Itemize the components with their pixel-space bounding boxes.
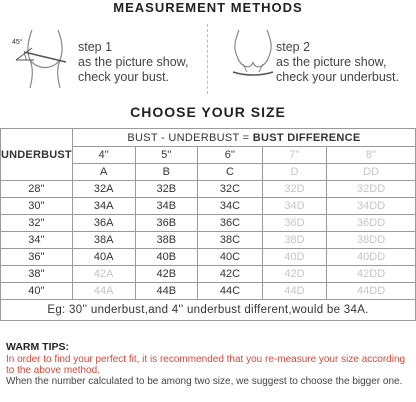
size-cell: 32B xyxy=(135,181,198,198)
step2-block xyxy=(210,26,416,88)
size-cell: 44B xyxy=(135,283,198,300)
underbust-value: 28'' xyxy=(1,181,73,198)
diff-header: 7'' xyxy=(262,147,327,164)
bust-measurement-illustration xyxy=(10,26,80,88)
steps-divider xyxy=(207,24,208,94)
table-row xyxy=(1,266,416,283)
table-row xyxy=(1,181,416,198)
size-cell: 38C xyxy=(198,232,263,249)
size-cell: 44DD xyxy=(327,283,416,300)
size-cell: 36DD xyxy=(327,215,416,232)
underbust-value: 30'' xyxy=(1,198,73,215)
size-cell: 42DD xyxy=(327,266,416,283)
size-cell: 34B xyxy=(135,198,198,215)
warm-tips-title: WARM TIPS: xyxy=(6,341,69,353)
size-cell: 40D xyxy=(262,249,327,266)
diff-header: 6'' xyxy=(198,147,263,164)
size-cell: 36C xyxy=(198,215,263,232)
angle-label: 45° xyxy=(12,39,23,46)
example-note: Eg: 30'' underbust,and 4'' underbust different,would be 34A. xyxy=(1,300,416,321)
step1-heading: step 1 xyxy=(78,40,113,54)
underbust-value: 36'' xyxy=(1,249,73,266)
formula-bold: BUST DIFFERENCE xyxy=(252,131,361,144)
size-cell: 38B xyxy=(135,232,198,249)
size-cell: 36D xyxy=(262,215,327,232)
size-cell: 42B xyxy=(135,266,198,283)
underbust-value: 34'' xyxy=(1,232,73,249)
cup-header: B xyxy=(135,164,198,181)
step2-text xyxy=(276,40,399,85)
size-cell: 32DD xyxy=(327,181,416,198)
underbust-value: 38'' xyxy=(1,266,73,283)
size-rows xyxy=(1,181,416,300)
size-cell: 42D xyxy=(262,266,327,283)
step2-line3: check your underbust. xyxy=(276,70,399,84)
diff-header: 5'' xyxy=(135,147,198,164)
diff-header: 4'' xyxy=(72,147,135,164)
underbust-value: 40'' xyxy=(1,283,73,300)
step1-line2: as the picture show, xyxy=(78,55,189,69)
size-cell: 38DD xyxy=(327,232,416,249)
size-cell: 36A xyxy=(72,215,135,232)
cup-header: D xyxy=(262,164,327,181)
diff-header: 8'' xyxy=(327,147,416,164)
warm-tips-red-text: In order to find your perfect fit, it is recommended that you re-measure your size according to the above method. xyxy=(6,354,406,376)
step2-heading: step 2 xyxy=(276,40,311,54)
step1-line3: check your bust. xyxy=(78,70,170,84)
underbust-value: 32'' xyxy=(1,215,73,232)
size-cell: 32C xyxy=(198,181,263,198)
size-cell: 44D xyxy=(262,283,327,300)
size-cell: 40A xyxy=(72,249,135,266)
size-cell: 40DD xyxy=(327,249,416,266)
size-cell: 40C xyxy=(198,249,263,266)
warm-tips xyxy=(6,342,410,387)
table-row xyxy=(1,215,416,232)
size-cell: 44C xyxy=(198,283,263,300)
choose-size-title: CHOOSE YOUR SIZE xyxy=(130,104,286,120)
size-chart-table xyxy=(0,128,416,321)
table-row xyxy=(1,249,416,266)
step2-line2: as the picture show, xyxy=(276,55,387,69)
warm-tips-black-text: When the number calculated to be among two size, we suggest to choose the bigger one. xyxy=(6,376,403,387)
size-cell: 34C xyxy=(198,198,263,215)
formula-prefix: BUST - UNDERBUST = xyxy=(127,131,253,144)
underbust-header: UNDERBUST xyxy=(1,129,73,181)
bust-difference-formula xyxy=(72,129,415,147)
step1-text xyxy=(78,40,188,85)
size-cell: 38A xyxy=(72,232,135,249)
step1-block xyxy=(0,26,205,88)
size-cell: 42A xyxy=(72,266,135,283)
measurement-methods-title: MEASUREMENT METHODS xyxy=(113,0,303,15)
size-cell: 32A xyxy=(72,181,135,198)
size-cell: 34A xyxy=(72,198,135,215)
size-cell: 34D xyxy=(262,198,327,215)
table-row xyxy=(1,283,416,300)
cup-header: DD xyxy=(327,164,416,181)
size-cell: 42C xyxy=(198,266,263,283)
table-row xyxy=(1,232,416,249)
size-cell: 32D xyxy=(262,181,327,198)
size-cell: 34DD xyxy=(327,198,416,215)
size-cell: 38D xyxy=(262,232,327,249)
table-row xyxy=(1,198,416,215)
cup-header: C xyxy=(198,164,263,181)
size-cell: 36B xyxy=(135,215,198,232)
size-cell: 40B xyxy=(135,249,198,266)
size-cell: 44A xyxy=(72,283,135,300)
cup-header: A xyxy=(72,164,135,181)
